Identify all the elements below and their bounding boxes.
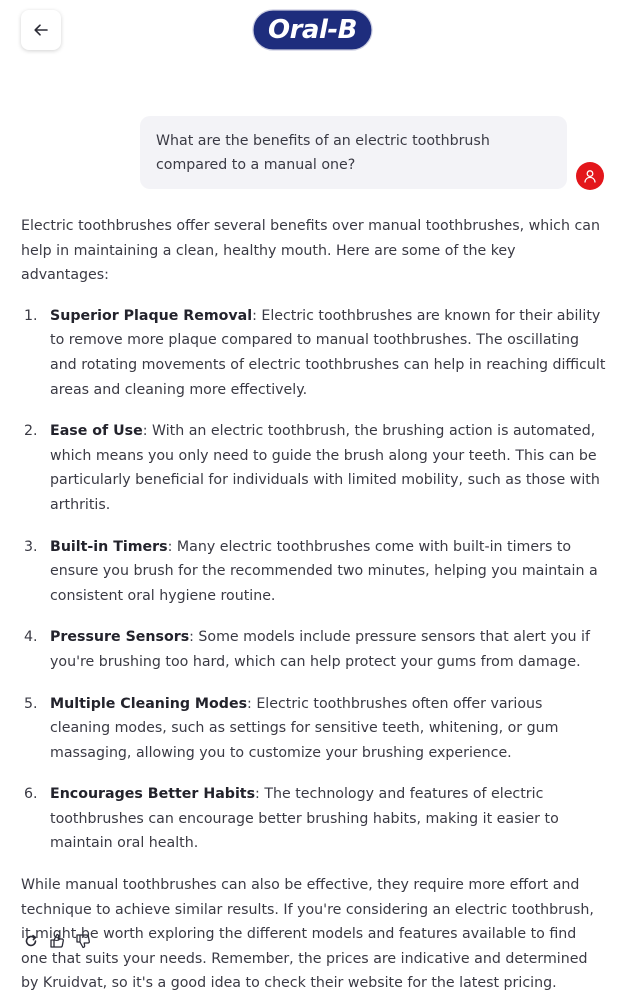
list-item-number: 1. bbox=[24, 307, 38, 324]
feedback-bar bbox=[21, 930, 93, 952]
list-item-text: : Electric toothbrushes often offer various cleaning modes, such as settings for sensitive teeth, whitening, or gum massaging, allowing you to customize your brushing experience. bbox=[50, 695, 559, 761]
regenerate-button[interactable] bbox=[21, 930, 41, 952]
list-item-number: 4. bbox=[24, 629, 38, 646]
list-item-term: Superior Plaque Removal bbox=[50, 307, 253, 324]
refresh-icon bbox=[24, 934, 38, 948]
list-item-term: Ease of Use bbox=[50, 423, 143, 440]
list-item bbox=[21, 535, 606, 609]
header bbox=[0, 0, 621, 60]
assistant-answer bbox=[21, 214, 606, 996]
brand-logo-text: Oral-B bbox=[268, 15, 357, 45]
thumbs-up-button[interactable] bbox=[47, 930, 67, 952]
user-message-bubble bbox=[140, 116, 567, 189]
list-item-text: : Many electric toothbrushes come with built-in timers to ensure you brush for the recommended two minutes, helping you maintain a consistent oral hygiene routine. bbox=[50, 538, 598, 604]
answer-outro: While manual toothbrushes can also be effective, they require more effort and technique to achieve similar results. If you're considering an electric toothbrush, it might be worth exploring the different models and features available to find one that suits your needs. Remember, the prices are indicative and determined by Kruidvat, so it's a good idea to check their website for the latest pricing. bbox=[21, 877, 594, 992]
benefits-list bbox=[21, 304, 606, 856]
brand-logo bbox=[252, 9, 373, 51]
list-item-term: Built-in Timers bbox=[50, 538, 168, 555]
user-icon bbox=[583, 169, 597, 183]
list-item-text: : Electric toothbrushes are known for their ability to remove more plaque compared to manual toothbrushes. The oscillating and rotating movements of electric toothbrushes can help in reaching difficult areas and cleaning more effectively. bbox=[50, 307, 606, 398]
list-item-term: Pressure Sensors bbox=[50, 629, 190, 646]
list-item-term: Multiple Cleaning Modes bbox=[50, 695, 248, 712]
arrow-left-icon bbox=[33, 22, 49, 38]
list-item bbox=[21, 692, 606, 766]
list-item-number: 5. bbox=[24, 695, 38, 712]
list-item-text: : With an electric toothbrush, the brushing action is automated, which means you only need to guide the brush along your teeth. This can be particularly beneficial for individuals with limited mobility, such as those with arthritis. bbox=[50, 423, 600, 513]
list-item bbox=[21, 625, 606, 674]
list-item-number: 6. bbox=[24, 786, 38, 803]
avatar bbox=[576, 162, 604, 190]
list-item bbox=[21, 419, 606, 517]
thumbs-up-icon bbox=[49, 933, 65, 949]
list-item-text: : Some models include pressure sensors that alert you if you're brushing too hard, which can help protect your gums from damage. bbox=[50, 629, 590, 670]
list-item bbox=[21, 304, 606, 402]
list-item-number: 2. bbox=[24, 423, 38, 440]
list-item-number: 3. bbox=[24, 538, 38, 555]
list-item-term: Encourages Better Habits bbox=[50, 786, 256, 803]
answer-intro: Electric toothbrushes offer several benefits over manual toothbrushes, which can help in maintaining a clean, healthy mouth. Here are some of the key advantages: bbox=[21, 218, 600, 284]
list-item bbox=[21, 782, 606, 856]
thumbs-down-icon bbox=[75, 933, 91, 949]
back-button[interactable] bbox=[21, 10, 61, 50]
thumbs-down-button[interactable] bbox=[73, 930, 93, 952]
user-message-text: What are the benefits of an electric toothbrush compared to a manual one? bbox=[156, 133, 490, 173]
list-item-text: : The technology and features of electric toothbrushes can encourage better brushing habits, making it easier to maintain oral health. bbox=[50, 786, 559, 852]
